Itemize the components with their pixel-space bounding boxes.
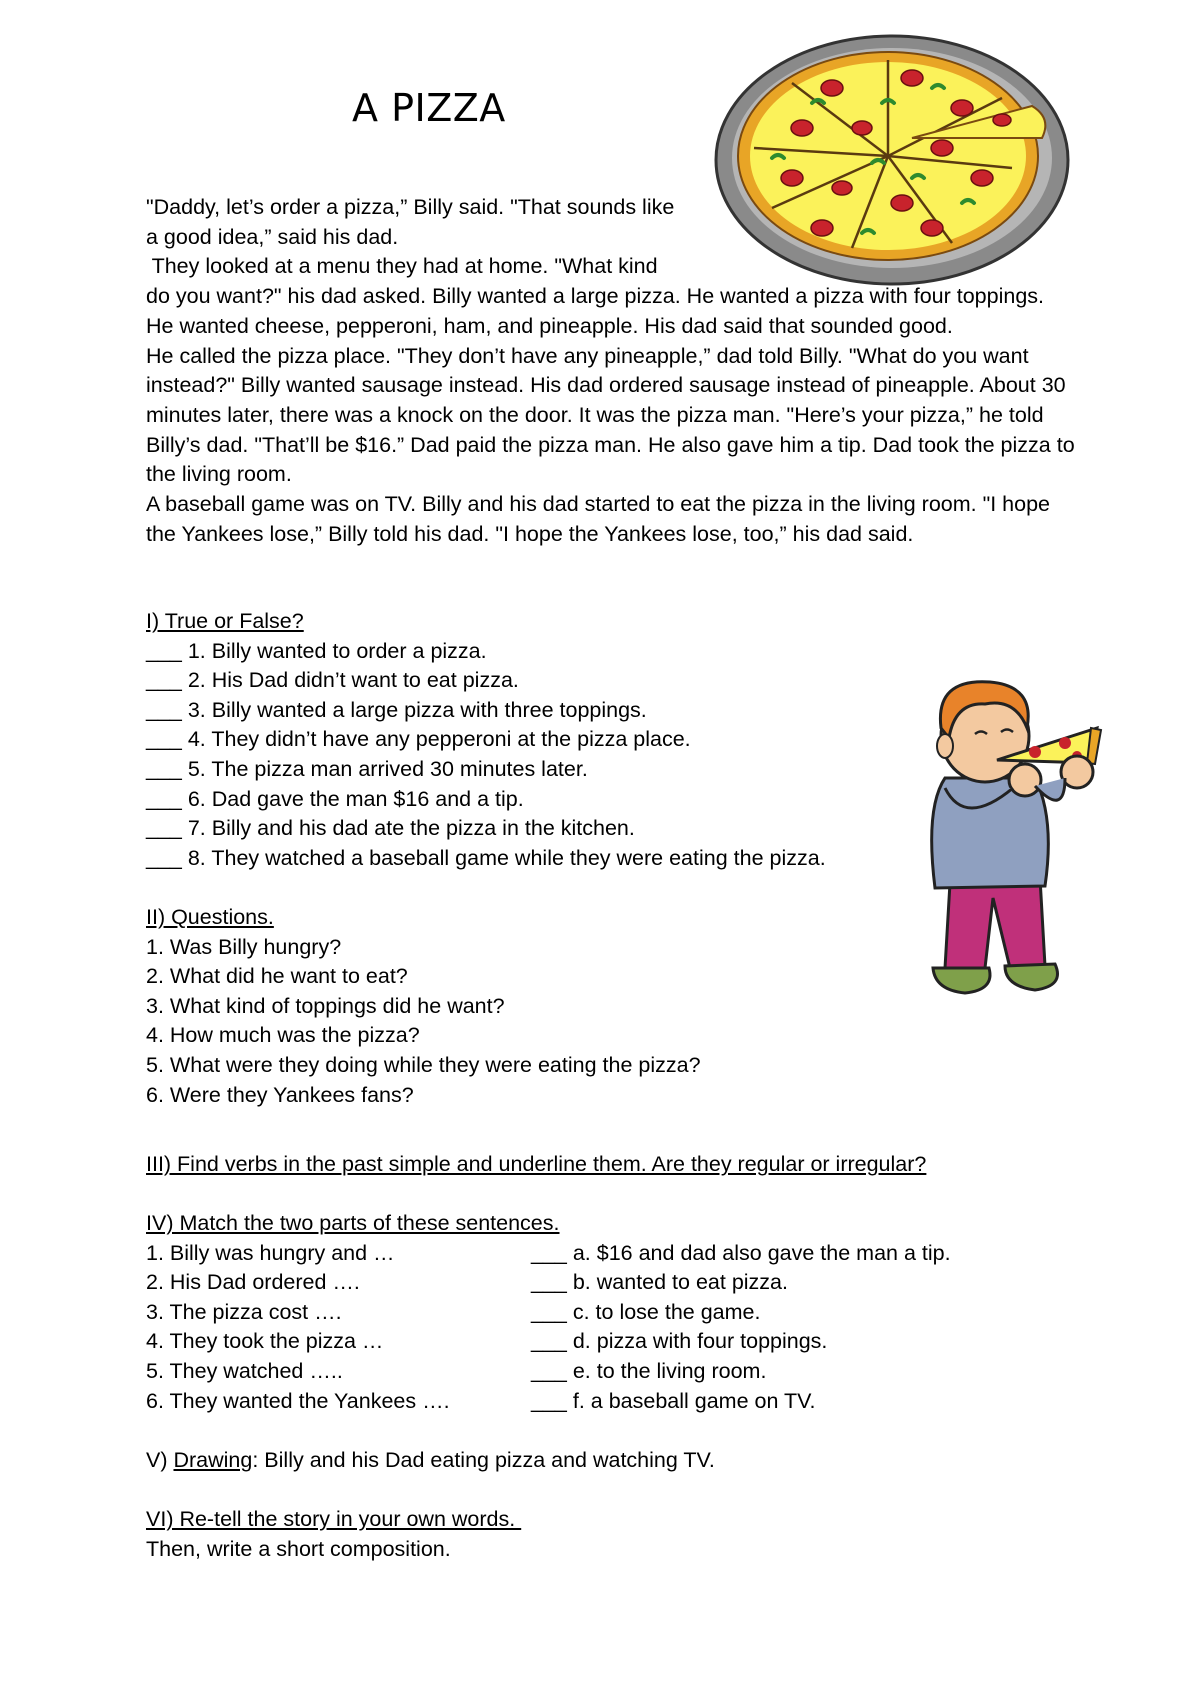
question-item: 2. What did he want to eat? (146, 964, 408, 989)
true-false-item: ___ 1. Billy wanted to order a pizza. (146, 638, 487, 663)
true-false-heading: I) True or False? (146, 609, 304, 633)
match-right-item: ___ f. a baseball game on TV. (531, 1388, 816, 1413)
match-left-item: 2. His Dad ordered …. (146, 1270, 360, 1295)
true-false-item: ___ 6. Dad gave the man $16 and a tip. (146, 786, 524, 811)
question-item: 3. What kind of toppings did he want? (146, 993, 505, 1018)
match-right-item: ___ b. wanted to eat pizza. (531, 1270, 788, 1295)
true-false-item: ___ 4. They didn’t have any pepperoni at the pizza place. (146, 727, 691, 752)
match-row (146, 1268, 1046, 1298)
true-false-item: ___ 7. Billy and his dad ate the pizza in the kitchen. (146, 816, 635, 841)
match-right-item: ___ d. pizza with four toppings. (531, 1329, 828, 1354)
true-false-item: ___ 5. The pizza man arrived 30 minutes later. (146, 756, 588, 781)
match-row (146, 1239, 1046, 1269)
match-row (146, 1357, 1046, 1387)
true-false-item: ___ 8. They watched a baseball game while they were eating the pizza. (146, 845, 826, 870)
match-table (146, 1239, 1046, 1417)
story-text (146, 193, 1076, 549)
question-item: 6. Were they Yankees fans? (146, 1082, 414, 1107)
match-section (146, 1209, 1046, 1416)
match-row (146, 1327, 1046, 1357)
match-row (146, 1298, 1046, 1328)
story-paragraph-2: They looked at a menu they had at home. "What kind do you want?" his dad asked. Billy wanted a large pizza. He wanted a pizza with four toppings. He wanted cheese, pepperoni, ham, and pineapple. His dad said that sounded good. (146, 254, 1045, 338)
question-item: 4. How much was the pizza? (146, 1023, 420, 1048)
retell-instruction: Then, write a short composition. (146, 1536, 451, 1561)
questions-section (146, 903, 701, 1110)
match-left-item: 4. They took the pizza … (146, 1329, 384, 1354)
match-right-item: ___ a. $16 and dad also gave the man a tip. (531, 1240, 951, 1265)
story-paragraph-3: He called the pizza place. "They don’t have any pineapple,” dad told Billy. "What do you want instead?" Billy wanted sausage instead. His dad ordered sausage instead of pineapple. About 30 minutes later, there was a knock on the door. It was the pizza man. "Here’s your pizza,” he told Billy’s dad. "That’ll be $16.” Dad paid the pizza man. He also gave him a tip. Dad took the pizza to the living room. (146, 343, 1075, 487)
story-paragraph-4: A baseball game was on TV. Billy and his dad started to eat the pizza in the living room. "I hope the Yankees lose,” Billy told his dad. "I hope the Yankees lose, too,” his dad said. (146, 492, 1051, 546)
question-item: 5. What were they doing while they were eating the pizza? (146, 1052, 701, 1077)
true-false-item: ___ 2. His Dad didn’t want to eat pizza. (146, 668, 519, 693)
page-title: A PIZZA (352, 86, 506, 130)
true-false-item: ___ 3. Billy wanted a large pizza with three toppings. (146, 697, 647, 722)
story-paragraph-1: "Daddy, let’s order a pizza,” Billy said. "That sounds like a good idea,” said his dad. (146, 195, 675, 249)
match-heading: IV) Match the two parts of these sentences. (146, 1211, 560, 1235)
match-left-item: 5. They watched ….. (146, 1358, 343, 1383)
match-left-item: 3. The pizza cost …. (146, 1299, 342, 1324)
true-false-section (146, 607, 826, 873)
question-item: 1. Was Billy hungry? (146, 934, 342, 959)
match-right-item: ___ c. to lose the game. (531, 1299, 761, 1324)
match-left-item: 1. Billy was hungry and … (146, 1240, 395, 1265)
questions-list (146, 933, 701, 1111)
questions-heading: II) Questions. (146, 905, 274, 929)
match-left-item: 6. They wanted the Yankees …. (146, 1388, 450, 1413)
drawing-section: V) Drawing: Billy and his Dad eating pizza and watching TV. (146, 1448, 715, 1472)
match-right-item: ___ e. to the living room. (531, 1358, 767, 1383)
true-false-list (146, 637, 826, 874)
retell-section (146, 1505, 521, 1564)
boy-eating-pizza-illustration (905, 668, 1120, 1013)
match-row (146, 1387, 1046, 1417)
retell-heading: VI) Re-tell the story in your own words. (146, 1507, 522, 1531)
past-simple-heading: III) Find verbs in the past simple and underline them. Are they regular or irregular? (146, 1152, 927, 1176)
drawing-keyword: Drawing (173, 1448, 253, 1472)
